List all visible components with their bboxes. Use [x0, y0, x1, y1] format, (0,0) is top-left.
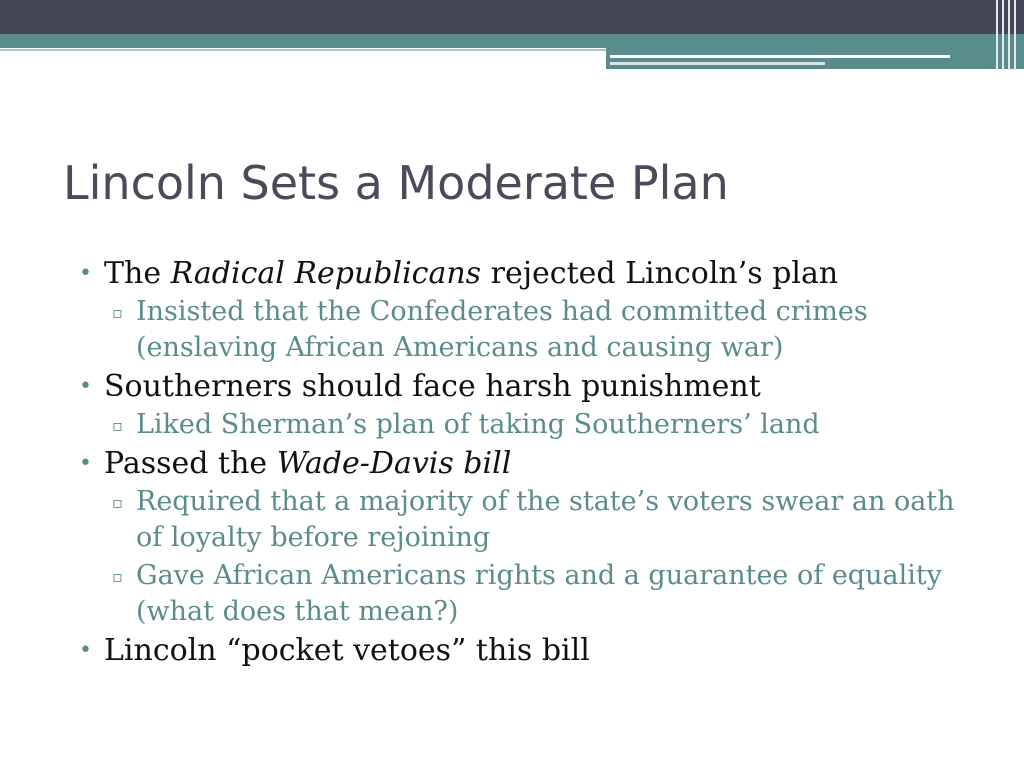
sub-bullet-item: [112, 294, 975, 366]
sub-bullet-text: Insisted that the Confederates had committed crimes (enslaving African Americans and causing war): [136, 296, 868, 363]
bullet-item: [75, 632, 975, 669]
bullet-text: Southerners should face harsh punishment: [104, 369, 761, 404]
bullet-item: [75, 445, 975, 482]
sub-bullet-item: [112, 407, 975, 443]
sub-bullet-icon: ▫: [112, 416, 123, 435]
bullet-item: [75, 255, 975, 292]
bullet-text: Lincoln “pocket vetoes” this bill: [104, 633, 590, 668]
slide-title: Lincoln Sets a Moderate Plan: [63, 156, 729, 210]
header-teal-band: [0, 34, 1024, 48]
sub-bullet-item: [112, 558, 975, 630]
bullet-text: Passed the: [104, 446, 277, 481]
bullet-icon: •: [79, 374, 92, 399]
sub-bullet-icon: ▫: [112, 567, 123, 586]
sub-bullet-icon: ▫: [112, 493, 123, 512]
header-accent-line-short: [610, 62, 825, 65]
bullet-icon: •: [79, 451, 92, 476]
bullet-text-italic: Radical Republicans: [170, 256, 482, 291]
sub-bullet-text: Liked Sherman’s plan of taking Southerners’ land: [136, 409, 820, 440]
sub-bullet-text: Required that a majority of the state’s voters swear an oath of loyalty before rejoining: [136, 486, 955, 553]
sub-bullet-icon: ▫: [112, 303, 123, 322]
slide-body: [75, 255, 975, 669]
header-corner-stripes: [994, 0, 1024, 70]
header-accent-line: [610, 55, 950, 58]
bullet-text: The: [104, 256, 171, 291]
bullet-text-italic: Wade-Davis bill: [276, 446, 512, 481]
bullet-icon: •: [79, 638, 92, 663]
sub-bullet-item: [112, 484, 975, 556]
header-right-block: [606, 48, 1024, 69]
bullet-item: [75, 368, 975, 405]
bullet-icon: •: [79, 261, 92, 286]
bullet-text: rejected Lincoln’s plan: [481, 256, 839, 291]
sub-bullet-text: Gave African Americans rights and a guarantee of equality (what does that mean?): [136, 560, 942, 627]
header-dark-bar: [0, 0, 1024, 34]
